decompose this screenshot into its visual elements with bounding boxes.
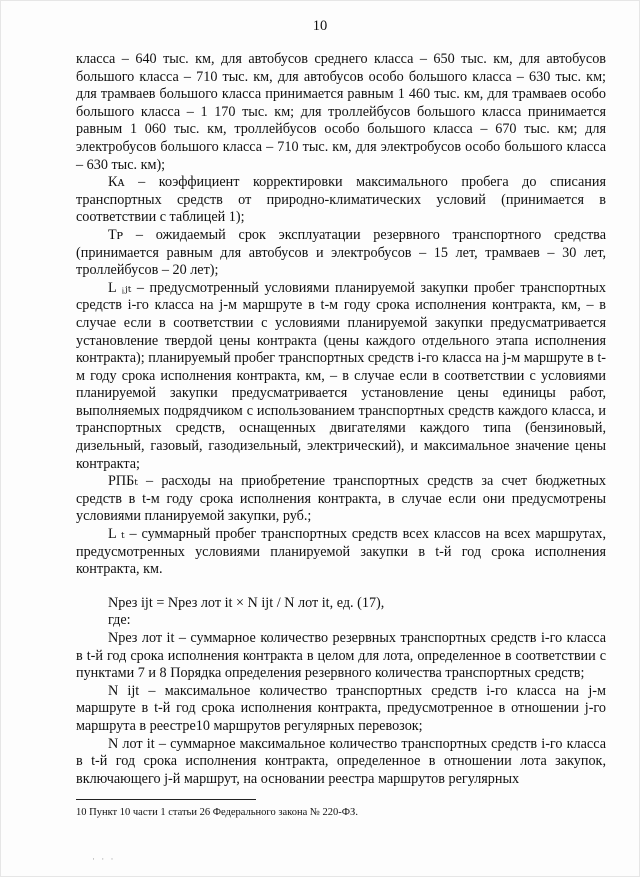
paragraph-tp: Tᴘ – ожидаемый срок эксплуатации резервного транспортного средства (принимается равным для автобусов и электробусов – 15 лет, трамваев – 30 лет, троллейбусов – 20 лет); [76,226,606,279]
formula-where: где: [108,612,131,629]
scan-mark: · · · [92,854,116,864]
definition-n-lot: N лот it – суммарное максимальное количество транспортных средств i-го класса в t-й год срока исполнения контракта, определенное в отношении лота закупок, включающего j-й маршрут, на основании реестра маршрутов регулярных [76,735,606,787]
paragraph-mileage-values: класса – 640 тыс. км, для автобусов среднего класса – 650 тыс. км, для автобусов большого класса – 710 тыс. км, для автобусов особо большого класса – 630 тыс. км; для трамваев большого класса принимается равным 1 460 тыс. км, для трамваев особо большого класса – 1 170 тыс. км; для троллейбусов большого класса принимается равным 1 060 тыс. км, троллейбусов особо большого класса – 670 тыс. км; для электробусов большого класса – 710 тыс. км, для электробусов особо большого класса – 630 тыс. км); [76,51,606,173]
formula-17: Nрез ijt = Nрез лот it × N ijt / N лот it, ед. (17), [108,594,385,611]
footnote-divider [76,799,256,800]
paragraph-rpb: РПБₜ – расходы на приобретение транспортных средств за счет бюджетных средств в t-м году срока исполнения контракта, в случае если они предусмотрены условиями планируемой закупки, руб.; [76,473,606,525]
paragraph-l-ijt: L ᵢⱼₜ – предусмотренный условиями планируемой закупки пробег транспортных средств i-го класса на j-м маршруте в t-м году срока исполнения контракта, км, – в случае если в соответствии с условиями планируемой закупки предусматривается установление твердой цены контракта (цены каждого отдельного этапа исполнения контракта); планируемый пробег транспортных средств i-го класса на j-м маршруте в t-м году срока исполнения контракта, км, – в случае если в соответствии с условиями планируемой закупки предусматривается установление цены единицы работ, выполняемых подрядчиком с использованием транспортных средств каждого класса, и транспортных средств, оснащенных двигателями каждого типа (бензиновый, дизельный, газовый, газодизельный, электрический), и максимальное значение цены контракта; [76,279,606,472]
spacer [76,579,606,593]
paragraph-l-t: L ₜ – суммарный пробег транспортных средств всех классов на всех маршрутах, предусмотренных условиями планируемой закупки в t-й год срока исполнения контракта, км. [76,526,606,578]
paragraph-ka: Кᴀ – коэффициент корректировки максимального пробега до списания транспортных средств от природно-климатических условий (принимается в соответствии с таблицей 1); [76,174,606,226]
footnote: 10 Пункт 10 части 1 статьи 26 Федерального закона № 220-ФЗ. [76,807,358,818]
definition-n-ijt: N ijt – максимальное количество транспортных средств i-го класса на j-м маршруте в t-й год срока исполнения контракта, предусмотренное в отношении j-го маршрута в реестре10 маршрутов регулярных перевозок; [76,682,606,734]
document-body [76,51,606,788]
page-number: 10 [312,18,328,34]
definition-n-rez-lot: Nрез лот it – суммарное количество резервных транспортных средств i-го класса в t-й год срока исполнения контракта в целом для лота, определенное в соответствии с пунктами 7 и 8 Порядка определения резервного количества транспортных средств; [76,630,606,682]
